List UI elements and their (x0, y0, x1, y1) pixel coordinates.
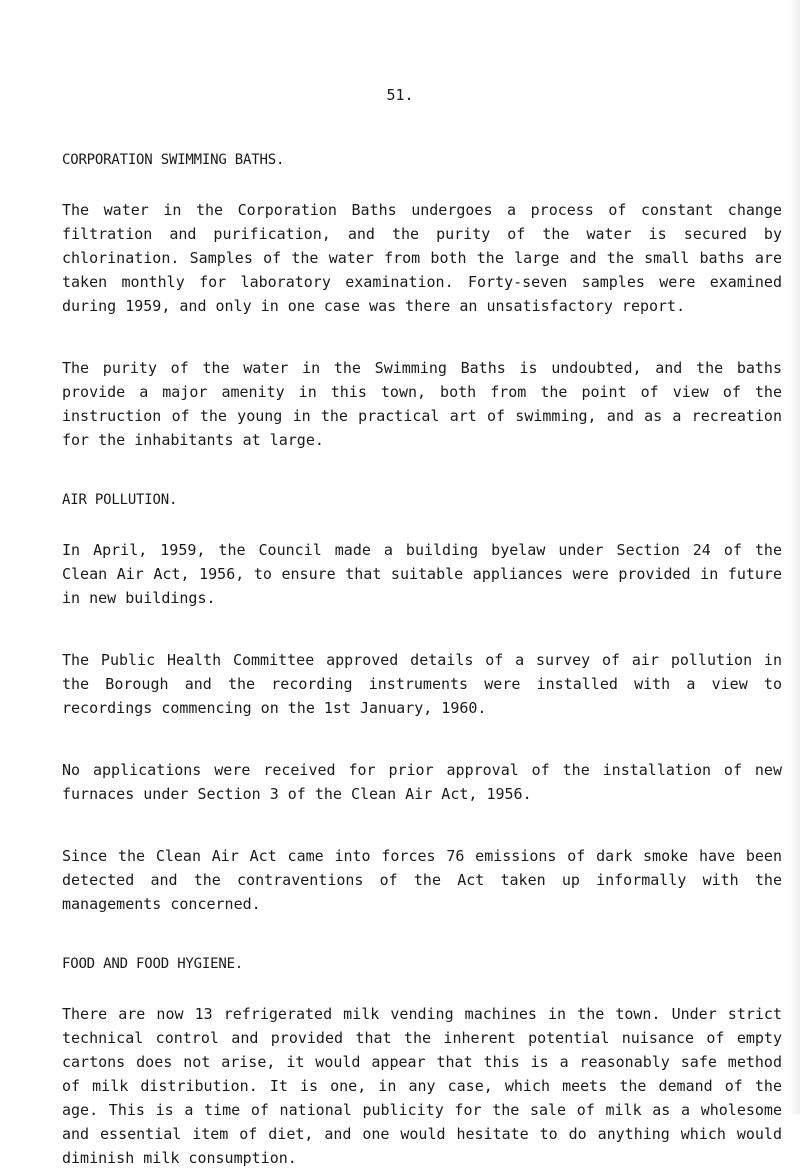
paragraph-air-pollution-2: The Public Health Committee approved details of a survey of air pollution in the Borough and the recording instruments were installed with a view to recordings commencing on the 1st January, 1960. (62, 651, 782, 717)
section-heading-swimming-baths: CORPORATION SWIMMING BATHS. (62, 152, 285, 168)
paragraph-air-pollution-1: In April, 1959, the Council made a building byelaw under Section 24 of the Clean Air Act, 1956, to ensure that suitable appliances were provided in future in new buildings. (62, 541, 782, 607)
paragraph-swimming-baths-2: The purity of the water in the Swimming Baths is undoubted, and the baths provide a major amenity in this town, both from the point of view of the instruction of the young in the practical art of swimming, and as a recreation for the inhabitants at large. (62, 359, 782, 449)
section-heading-food-hygiene: FOOD AND FOOD HYGIENE. (62, 956, 244, 972)
document-body (62, 148, 782, 1170)
section-heading-air-pollution: AIR POLLUTION. (62, 492, 178, 508)
paragraph-food-hygiene-1: There are now 13 refrigerated milk vending machines in the town. Under strict technical control and provided that the inherent potential nuisance of empty cartons does not arise, it would appear that this is a reasonably safe method of milk distribution. It is one, in any case, which meets the demand of the age. This is a time of national publicity for the sale of milk as a wholesome and essential item of diet, and one would hesitate to do anything which would diminish milk consumption. (62, 1005, 782, 1167)
paragraph-swimming-baths-1: The water in the Corporation Baths undergoes a process of constant change filtration and purification, and the purity of the water is secured by chlorination. Samples of the water from both the large and the small baths are taken monthly for laboratory examination. Forty-seven samples were examined during 1959, and only in one case was there an unsatisfactory report. (62, 201, 782, 315)
page-edge-shadow (790, 0, 800, 1114)
paragraph-air-pollution-3: No applications were received for prior approval of the installation of new furnaces under Section 3 of the Clean Air Act, 1956. (62, 761, 782, 803)
page-number: 51. (386, 86, 414, 104)
paragraph-air-pollution-4: Since the Clean Air Act came into forces 76 emissions of dark smoke have been detected and the contraventions of the Act taken up informally with the managements concerned. (62, 847, 782, 913)
